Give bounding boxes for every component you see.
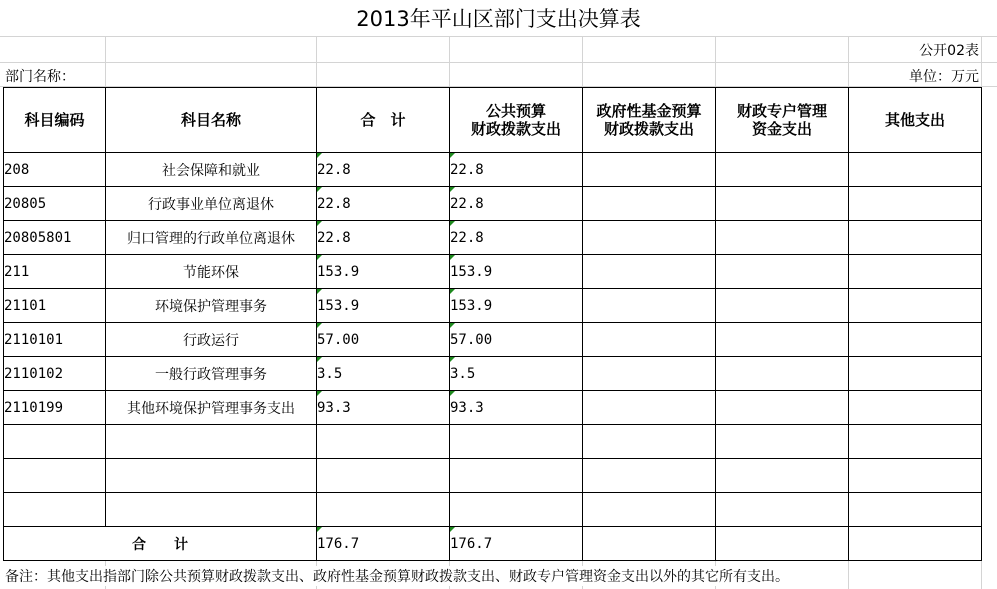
cell-code[interactable]: 211 <box>4 255 106 289</box>
cell-public[interactable]: 3.5 <box>450 357 583 391</box>
cell-code[interactable]: 21101 <box>4 289 106 323</box>
cell-gov-fund[interactable] <box>583 221 716 255</box>
cell-total[interactable]: 22.8 <box>317 187 450 221</box>
cell-name[interactable]: 行政事业单位离退休 <box>106 187 317 221</box>
table-row <box>4 255 982 289</box>
cell-total[interactable]: 57.00 <box>317 323 450 357</box>
cell-gov-fund[interactable] <box>583 357 716 391</box>
empty-cell[interactable] <box>4 425 106 459</box>
col-header-code[interactable]: 科目编码 <box>4 88 106 153</box>
cell-gov-fund[interactable] <box>583 153 716 187</box>
empty-cell[interactable] <box>849 459 982 493</box>
cell-gov-fund[interactable] <box>583 255 716 289</box>
empty-row <box>4 459 982 493</box>
total-cell-total[interactable]: 176.7 <box>317 527 450 561</box>
cell-special[interactable] <box>716 153 849 187</box>
unit-label: 单位：万元 <box>909 66 979 86</box>
cell-public[interactable]: 153.9 <box>450 289 583 323</box>
total-row <box>4 527 982 561</box>
cell-name[interactable]: 环境保护管理事务 <box>106 289 317 323</box>
cell-public[interactable]: 22.8 <box>450 153 583 187</box>
cell-total[interactable]: 93.3 <box>317 391 450 425</box>
grid-row-line <box>0 62 997 63</box>
cell-special[interactable] <box>716 255 849 289</box>
cell-code[interactable]: 20805801 <box>4 221 106 255</box>
empty-row <box>4 493 982 527</box>
col-header-gov-fund[interactable] <box>583 88 716 153</box>
empty-cell[interactable] <box>716 493 849 527</box>
cell-name[interactable]: 其他环境保护管理事务支出 <box>106 391 317 425</box>
empty-cell[interactable] <box>716 425 849 459</box>
col-header-special-account[interactable] <box>716 88 849 153</box>
cell-public[interactable]: 153.9 <box>450 255 583 289</box>
cell-other[interactable] <box>849 153 982 187</box>
empty-cell[interactable] <box>106 459 317 493</box>
cell-other[interactable] <box>849 323 982 357</box>
cell-special[interactable] <box>716 391 849 425</box>
cell-total[interactable]: 22.8 <box>317 221 450 255</box>
cell-special[interactable] <box>716 357 849 391</box>
cell-other[interactable] <box>849 357 982 391</box>
cell-code[interactable]: 208 <box>4 153 106 187</box>
empty-cell[interactable] <box>716 459 849 493</box>
sheet-title <box>0 0 997 36</box>
total-cell-special[interactable] <box>716 527 849 561</box>
empty-cell[interactable] <box>583 493 716 527</box>
total-cell-gov-fund[interactable] <box>583 527 716 561</box>
header-line: 财政拨款支出 <box>470 120 561 138</box>
empty-cell[interactable] <box>450 459 583 493</box>
cell-total[interactable]: 153.9 <box>317 289 450 323</box>
cell-total[interactable]: 22.8 <box>317 153 450 187</box>
cell-other[interactable] <box>849 391 982 425</box>
expenditure-table <box>3 87 982 561</box>
cell-special[interactable] <box>716 289 849 323</box>
table-row <box>4 221 982 255</box>
cell-gov-fund[interactable] <box>583 187 716 221</box>
col-header-total[interactable]: 合 计 <box>317 88 450 153</box>
empty-cell[interactable] <box>450 425 583 459</box>
cell-total[interactable]: 153.9 <box>317 255 450 289</box>
cell-public[interactable]: 22.8 <box>450 221 583 255</box>
header-line: 政府性基金预算 <box>596 102 702 120</box>
total-cell-public[interactable]: 176.7 <box>450 527 583 561</box>
empty-cell[interactable] <box>849 425 982 459</box>
cell-code[interactable]: 2110101 <box>4 323 106 357</box>
empty-cell[interactable] <box>4 459 106 493</box>
empty-cell[interactable] <box>849 493 982 527</box>
cell-gov-fund[interactable] <box>583 391 716 425</box>
cell-name[interactable]: 节能环保 <box>106 255 317 289</box>
cell-public[interactable]: 22.8 <box>450 187 583 221</box>
cell-code[interactable]: 2110199 <box>4 391 106 425</box>
col-header-other[interactable]: 其他支出 <box>849 88 982 153</box>
cell-name[interactable]: 一般行政管理事务 <box>106 357 317 391</box>
table-row <box>4 357 982 391</box>
cell-total[interactable]: 3.5 <box>317 357 450 391</box>
cell-other[interactable] <box>849 289 982 323</box>
empty-cell[interactable] <box>317 425 450 459</box>
cell-name[interactable]: 社会保障和就业 <box>106 153 317 187</box>
cell-public[interactable]: 57.00 <box>450 323 583 357</box>
grid-row-line <box>0 36 997 37</box>
header-line: 公共预算 <box>485 102 546 120</box>
total-label[interactable]: 合 计 <box>4 527 317 561</box>
header-row <box>4 88 982 153</box>
empty-cell[interactable] <box>583 425 716 459</box>
empty-cell[interactable] <box>106 425 317 459</box>
table-row <box>4 187 982 221</box>
col-header-public-budget[interactable] <box>450 88 583 153</box>
empty-cell[interactable] <box>317 493 450 527</box>
cell-other[interactable] <box>849 255 982 289</box>
table-row <box>4 391 982 425</box>
empty-cell[interactable] <box>317 459 450 493</box>
cell-special[interactable] <box>716 323 849 357</box>
department-label: 部门名称： <box>5 66 75 86</box>
table-row <box>4 323 982 357</box>
header-line: 财政拨款支出 <box>603 120 694 138</box>
cell-code[interactable]: 2110102 <box>4 357 106 391</box>
header-line: 资金支出 <box>751 120 812 138</box>
form-number: 公开02表 <box>919 40 979 60</box>
empty-cell[interactable] <box>583 459 716 493</box>
footnote: 备注：其他支出指部门除公共预算财政拨款支出、政府性基金预算财政拨款支出、财政专户管理资金支出以外的其它所有支出。 <box>5 566 789 586</box>
cell-name[interactable]: 行政运行 <box>106 323 317 357</box>
cell-special[interactable] <box>716 187 849 221</box>
cell-code[interactable]: 20805 <box>4 187 106 221</box>
header-line: 财政专户管理 <box>736 102 827 120</box>
table-row <box>4 289 982 323</box>
cell-gov-fund[interactable] <box>583 289 716 323</box>
cell-public[interactable]: 93.3 <box>450 391 583 425</box>
cell-other[interactable] <box>849 221 982 255</box>
cell-other[interactable] <box>849 187 982 221</box>
cell-gov-fund[interactable] <box>583 323 716 357</box>
empty-cell[interactable] <box>106 493 317 527</box>
col-header-name[interactable]: 科目名称 <box>106 88 317 153</box>
total-cell-other[interactable] <box>849 527 982 561</box>
empty-row <box>4 425 982 459</box>
table-row <box>4 153 982 187</box>
empty-cell[interactable] <box>4 493 106 527</box>
cell-special[interactable] <box>716 221 849 255</box>
empty-cell[interactable] <box>450 493 583 527</box>
cell-name[interactable]: 归口管理的行政单位离退休 <box>106 221 317 255</box>
sheet-title-text: 2013年平山区部门支出决算表 <box>352 3 644 33</box>
